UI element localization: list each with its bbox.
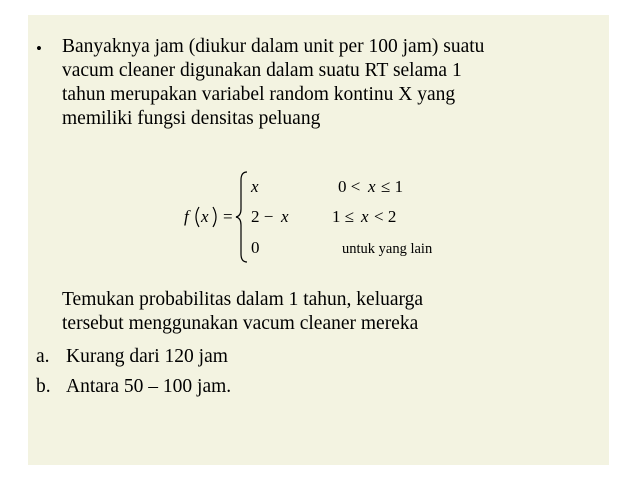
option-b-marker: b. (36, 376, 51, 397)
case-1-cond-var: x (368, 177, 376, 196)
case-3-cond: untuk yang lain (342, 241, 433, 257)
option-a-text: Kurang dari 120 jam (66, 346, 228, 367)
intro-line-3: tahun merupakan variabel random kontinu X yang (62, 84, 456, 105)
bullet-icon: • (36, 39, 42, 58)
option-a-marker: a. (36, 346, 50, 367)
case-1-cond-right: ≤ 1 (381, 177, 404, 196)
case-2-cond-left: 1 ≤ (332, 207, 355, 226)
option-b-text: Antara 50 – 100 jam. (66, 376, 232, 397)
case-2-expr-left: 2 − (251, 207, 274, 226)
case-2-expr-var: x (281, 207, 289, 226)
case-3-expr: 0 (251, 238, 260, 257)
question-line-2: tersebut menggunakan vacum cleaner mereka (62, 313, 419, 334)
case-2-cond-right: < 2 (374, 207, 397, 226)
intro-line-2: vacum cleaner digunakan dalam suatu RT selama 1 (62, 60, 462, 81)
intro-line-1: Banyaknya jam (diukur dalam unit per 100 jam) suatu (62, 36, 485, 57)
case-1-cond-left: 0 < (338, 177, 361, 196)
case-2-cond-var: x (361, 207, 369, 226)
formula-equals: = (223, 207, 233, 226)
question-line-1: Temukan probabilitas dalam 1 tahun, keluarga (62, 289, 424, 310)
formula-lhs-f: f (184, 207, 189, 226)
formula-lhs-x: x (201, 207, 209, 226)
intro-line-4: memiliki fungsi densitas peluang (62, 108, 321, 129)
case-1-expr: x (251, 177, 259, 196)
